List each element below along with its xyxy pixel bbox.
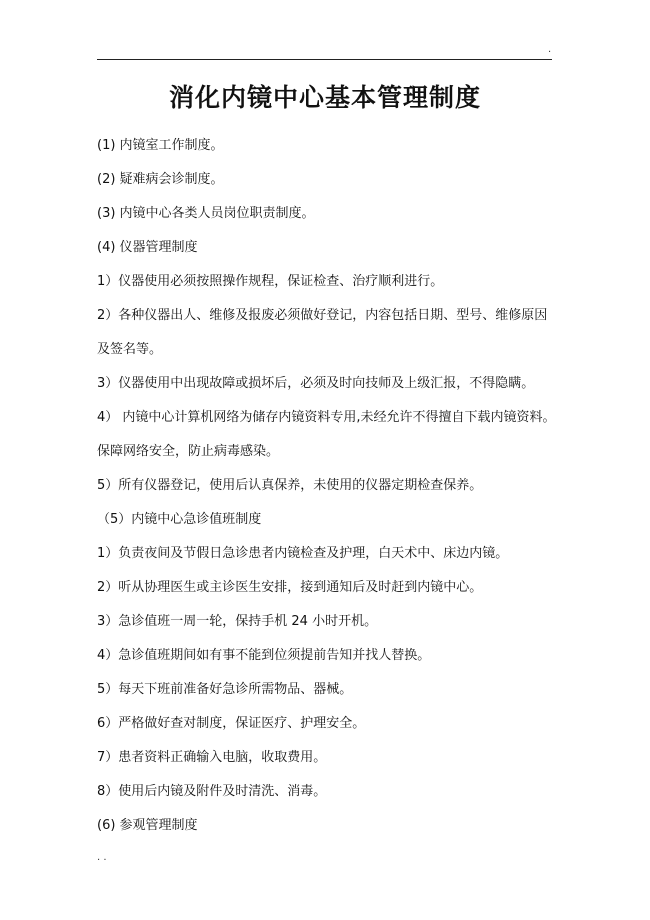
document-title: 消化内镜中心基本管理制度 [168, 83, 481, 112]
header-rule [97, 59, 552, 60]
body-line: 及签名等。 [97, 342, 163, 357]
body-line: 3）急诊值班一周一轮，保持手机 24 小时开机。 [97, 614, 378, 629]
body-line: 保障网络安全，防止病毒感染。 [97, 444, 280, 459]
body-line: 4） 内镜中心计算机网络为储存内镜资料专用,未经允许不得擅自下载内镜资料。 [97, 410, 556, 425]
body-line: (4) 仪器管理制度 [97, 240, 198, 255]
body-line: （5）内镜中心急诊值班制度 [97, 512, 262, 527]
body-line: 8）使用后内镜及附件及时清洗、消毒。 [97, 784, 327, 799]
footer-marks: . . [97, 852, 107, 863]
body-line: (1) 内镜室工作制度。 [97, 138, 224, 153]
body-line: 6）严格做好查对制度，保证医疗、护理安全。 [97, 716, 366, 731]
body-line: 4）急诊值班期间如有事不能到位须提前告知并找人替换。 [97, 648, 431, 663]
body-line: (2) 疑难病会诊制度。 [97, 172, 224, 187]
body-line: 5）所有仪器登记，使用后认真保养，未使用的仪器定期检查保养。 [97, 478, 483, 493]
body-line: 1）负责夜间及节假日急诊患者内镜检查及护理，白天术中、床边内镜。 [97, 546, 509, 561]
body-line: 3）仪器使用中出现故障或损坏后，必须及时向技师及上级汇报，不得隐瞒。 [97, 376, 535, 391]
body-line: 2）各种仪器出人、维修及报废必须做好登记，内容包括日期、型号、维修原因 [97, 308, 548, 323]
body-line: (6) 参观管理制度 [97, 818, 198, 833]
body-line: 7）患者资料正确输入电脑，收取费用。 [97, 750, 327, 765]
body-line: 2）听从协理医生或主诊医生安排，接到通知后及时赶到内镜中心。 [97, 580, 483, 595]
body-line: 5）每天下班前准备好急诊所需物品、器械。 [97, 682, 353, 697]
header-corner-mark: . [548, 44, 552, 55]
body-line: 1）仪器使用必须按照操作规程，保证检查、治疗顺利进行。 [97, 274, 444, 289]
body-line: (3) 内镜中心各类人员岗位职责制度。 [97, 206, 315, 221]
